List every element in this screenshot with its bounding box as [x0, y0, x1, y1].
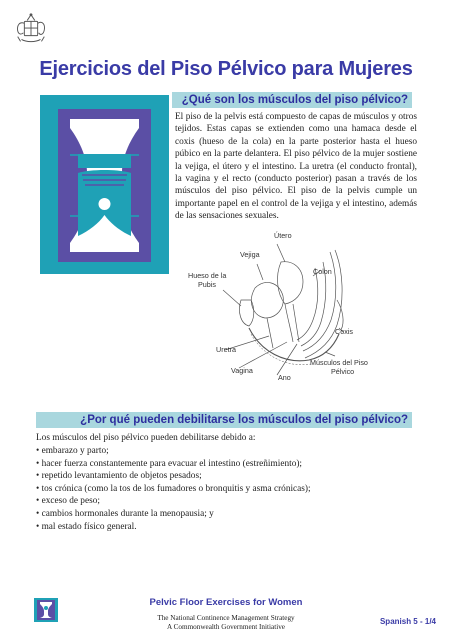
label-hueso-line2: Pubis [198, 280, 216, 289]
label-ano: Ano [278, 373, 291, 382]
section-heading: ¿Por qué pueden debilitarse los músculos del piso pélvico? [36, 412, 412, 428]
label-utero: Útero [274, 231, 292, 240]
footer-line-2: A Commonwealth Government Initiative [167, 623, 285, 631]
label-uretra: Uretra [216, 345, 236, 354]
list-item: • hacer fuerza constantemente para evacuar el intestino (estreñimiento); [36, 458, 303, 469]
section-paragraph: El piso de la pelvis está compuesto de capas de músculos y otros tejidos. Estas capas se extienden como una hamaca desde el coxis (hueso de la cola) en la parte posterior hasta el hueso púbico en la parte delantera. El piso pélvico de la mujer sostiene la vejiga, el útero y el intestino. La uretra (el conducto frontal), la vagina y el recto (conducto posterior) pasan a través de los músculos del piso pélvico. El piso de la pelvis cumple un importante papel en el control de la vejiga y el intestino, además de las sensaciones sexuales. [175, 112, 417, 222]
page-title: Ejercicios del Piso Pélvico para Mujeres [39, 58, 413, 80]
label-hueso-line1: Hueso de la [188, 271, 227, 280]
list-item: • cambios hormonales durante la menopausia; y [36, 508, 214, 519]
section-intro: Los músculos del piso pélvico pueden debilitarse debido a: [36, 433, 256, 443]
list-item: • exceso de peso; [36, 496, 100, 507]
label-musculos-line2: Pélvico [331, 367, 355, 376]
page-code: Spanish 5 - 1/4 [379, 617, 436, 626]
list-item: • embarazo y parto; [36, 446, 109, 456]
sunrise-hourglass-icon [40, 95, 169, 274]
causes-list [36, 445, 416, 533]
label-vejiga: Vejiga [240, 250, 260, 259]
section-heading: ¿Qué son los músculos del piso pélvico? [172, 92, 412, 108]
footer-title: Pelvic Floor Exercises for Women [149, 597, 303, 608]
continence-logo-panel [40, 95, 169, 274]
label-vagina: Vagina [231, 366, 253, 375]
list-item: • mal estado físico general. [36, 521, 137, 532]
list-item: • repetido levantamiento de objetos pesados; [36, 471, 202, 482]
label-coxis: Coxis [335, 327, 353, 336]
label-colon: Colon [313, 267, 332, 276]
coat-of-arms-icon [12, 10, 50, 48]
footer-line-1: The National Continence Management Strategy [157, 614, 295, 622]
list-item: • tos crónica (como la tos de los fumadores o bronquitis y asma crónicas); [36, 483, 311, 494]
pelvic-anatomy-diagram [185, 230, 385, 390]
label-musculos-line1: Músculos del Piso [310, 358, 368, 367]
